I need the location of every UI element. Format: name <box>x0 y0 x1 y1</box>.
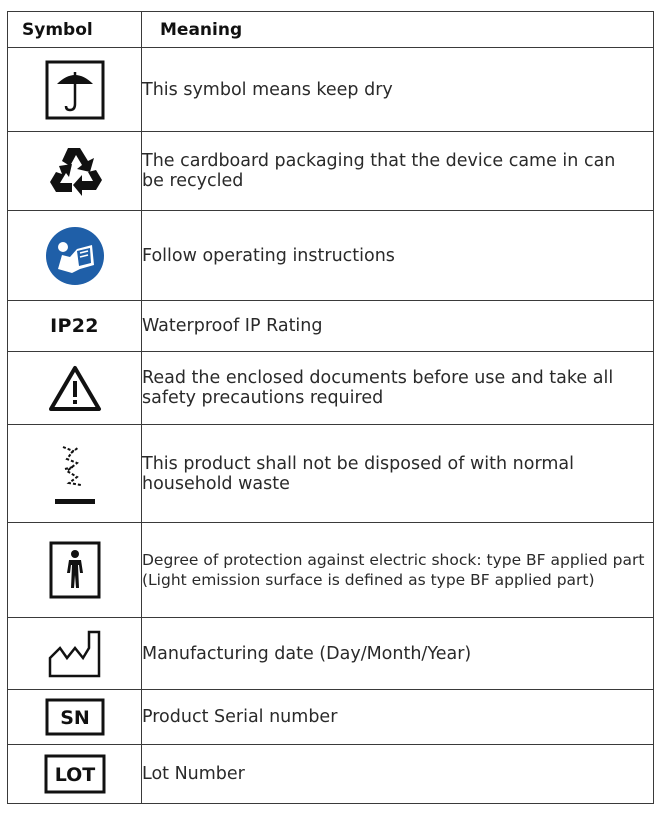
table-row <box>8 211 654 301</box>
meaning-note: (Light emission surface is defined as type BF applied part) <box>142 571 595 589</box>
symbol-cell <box>8 618 142 690</box>
meaning-text: Degree of protection against electric shock: type BF applied part <box>142 551 645 569</box>
symbol-cell <box>8 352 142 425</box>
symbol-cell <box>8 48 142 132</box>
table-row <box>8 618 654 690</box>
meaning-cell: Follow operating instructions <box>142 211 654 301</box>
table-row <box>8 132 654 211</box>
symbol-cell <box>8 690 142 745</box>
table-row <box>8 352 654 425</box>
serial-number-box-icon <box>45 698 105 736</box>
type-bf-applied-part-icon <box>49 541 101 599</box>
table-row <box>8 745 654 804</box>
symbol-cell <box>8 132 142 211</box>
manufacturing-date-factory-icon <box>47 628 103 680</box>
lot-number-box-icon <box>44 754 106 794</box>
meaning-cell: The cardboard packaging that the device came in can be recycled <box>142 132 654 211</box>
meaning-cell: Manufacturing date (Day/Month/Year) <box>142 618 654 690</box>
lot-number-label: LOT <box>54 764 95 786</box>
meaning-cell: Read the enclosed documents before use and take all safety precautions required <box>142 352 654 425</box>
weee-crossed-bin-icon <box>53 441 97 507</box>
column-header-symbol: Symbol <box>8 12 142 48</box>
meaning-cell <box>142 523 654 618</box>
meaning-cell: This symbol means keep dry <box>142 48 654 132</box>
meaning-cell: Lot Number <box>142 745 654 804</box>
symbol-cell <box>8 425 142 523</box>
ip-rating-label: IP22 <box>50 315 99 337</box>
meaning-cell: Product Serial number <box>142 690 654 745</box>
symbol-cell <box>8 745 142 804</box>
symbol-table <box>7 11 654 804</box>
meaning-cell: This product shall not be disposed of with normal household waste <box>142 425 654 523</box>
table-row <box>8 425 654 523</box>
table-header-row <box>8 12 654 48</box>
symbol-cell <box>8 301 142 352</box>
warning-triangle-icon <box>48 364 102 412</box>
column-header-meaning: Meaning <box>142 12 654 48</box>
symbol-cell <box>8 211 142 301</box>
table-row <box>8 301 654 352</box>
symbol-cell <box>8 523 142 618</box>
table-row <box>8 523 654 618</box>
recycle-icon <box>46 144 104 198</box>
meaning-cell: Waterproof IP Rating <box>142 301 654 352</box>
serial-number-label: SN <box>59 707 90 729</box>
table-row <box>8 690 654 745</box>
keep-dry-umbrella-icon <box>45 60 105 120</box>
table-row <box>8 48 654 132</box>
operating-instructions-icon <box>44 225 106 287</box>
